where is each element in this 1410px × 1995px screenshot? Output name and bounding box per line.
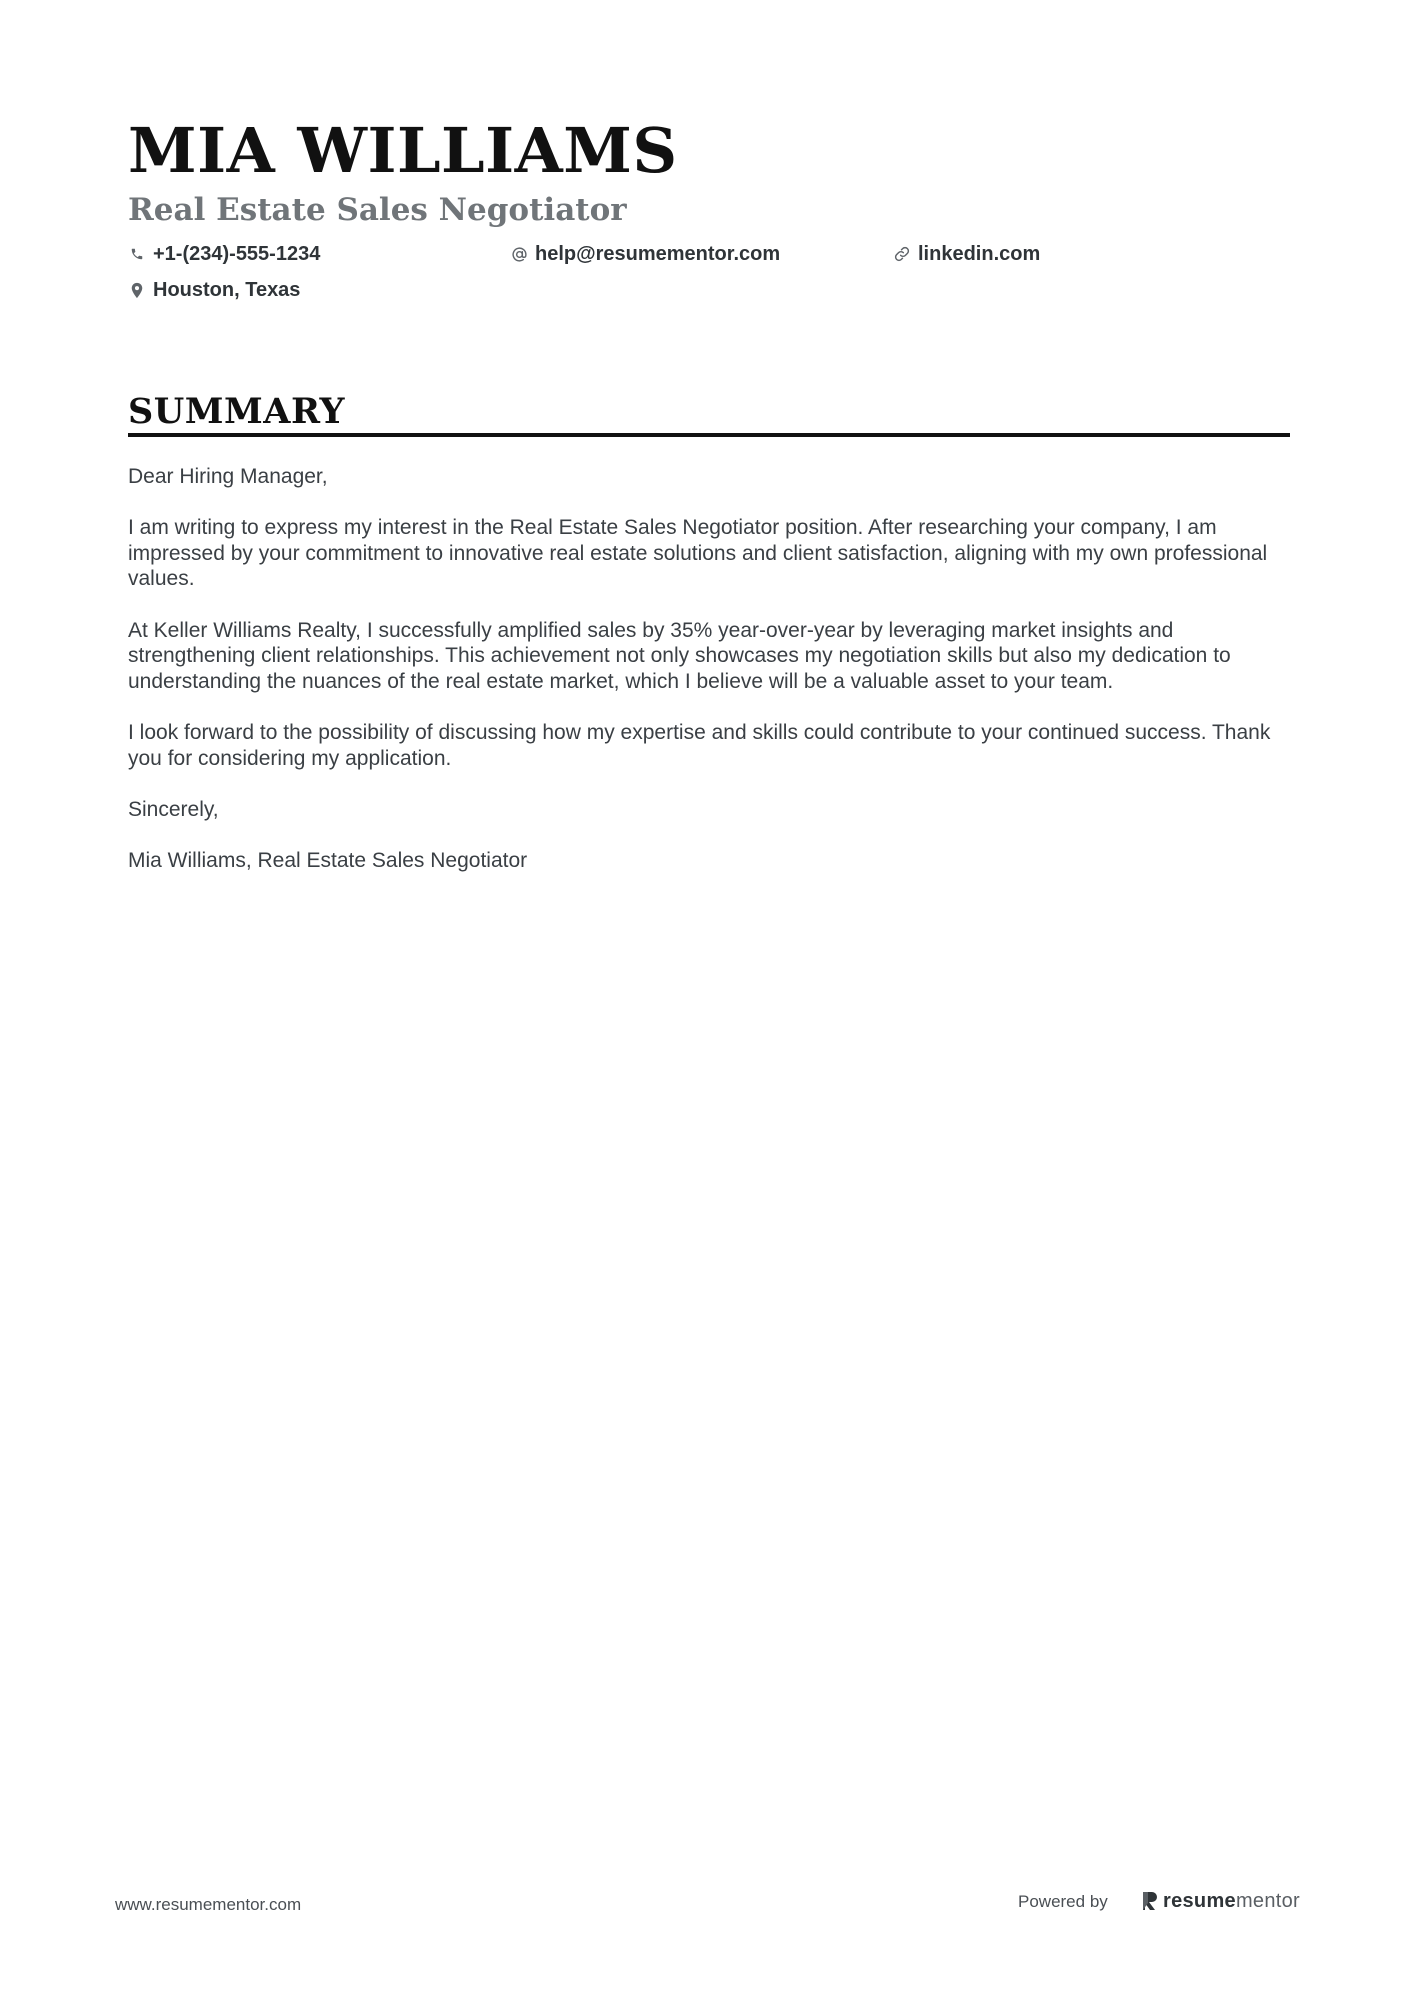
resumementor-logo-icon [1141, 1890, 1159, 1912]
link-icon [893, 245, 911, 263]
letter-paragraph: At Keller Williams Realty, I successfully amplified sales by 35% year-over-year by leveraging market insights and strengthening client relationships. This achievement not only showcases my negotiation skills but also my dedication to understanding the nuances of the real estate market, which I believe will be a valuable asset to your team. [128, 618, 1231, 693]
brand-wordmark [1163, 1889, 1300, 1913]
letter-paragraph: I look forward to the possibility of discussing how my expertise and skills could contribute to your continued success. Thank you for considering my application. [128, 720, 1271, 770]
contact-phone [128, 241, 320, 267]
candidate-name: MIA WILLIAMS [128, 114, 678, 187]
brand-wordmark-part1: resume [1163, 1890, 1236, 1912]
section-divider [128, 433, 1290, 437]
brand-wordmark-part2: mentor [1235, 1890, 1300, 1912]
cover-letter-body [128, 464, 1288, 899]
location-pin-icon [128, 281, 146, 299]
contact-email-text: help@resumementor.com [535, 243, 781, 265]
letter-paragraph: I am writing to express my interest in the Real Estate Sales Negotiator position. After researching your company, I am impressed by your commitment to innovative real estate solutions and client satisfaction, aligning with my own professional values. [128, 516, 1268, 591]
candidate-role: Real Estate Sales Negotiator [128, 192, 627, 228]
contact-location [128, 277, 300, 303]
contact-location-text: Houston, Texas [153, 279, 301, 301]
at-icon [510, 245, 528, 263]
summary-heading: SUMMARY [128, 391, 345, 432]
phone-icon [128, 245, 146, 263]
footer-powered-by: Powered by [1018, 1892, 1108, 1911]
letter-closing: Sincerely, [128, 797, 219, 821]
contact-link [893, 241, 1040, 267]
footer-brand-logo [1141, 1889, 1300, 1913]
footer-url: www.resumementor.com [115, 1895, 302, 1914]
letter-salutation: Dear Hiring Manager, [128, 465, 328, 488]
contact-link-text: linkedin.com [918, 243, 1041, 265]
contact-phone-text: +1-(234)-555-1234 [153, 243, 321, 265]
letter-signature: Mia Williams, Real Estate Sales Negotiator [128, 848, 528, 872]
contact-email [510, 241, 780, 267]
